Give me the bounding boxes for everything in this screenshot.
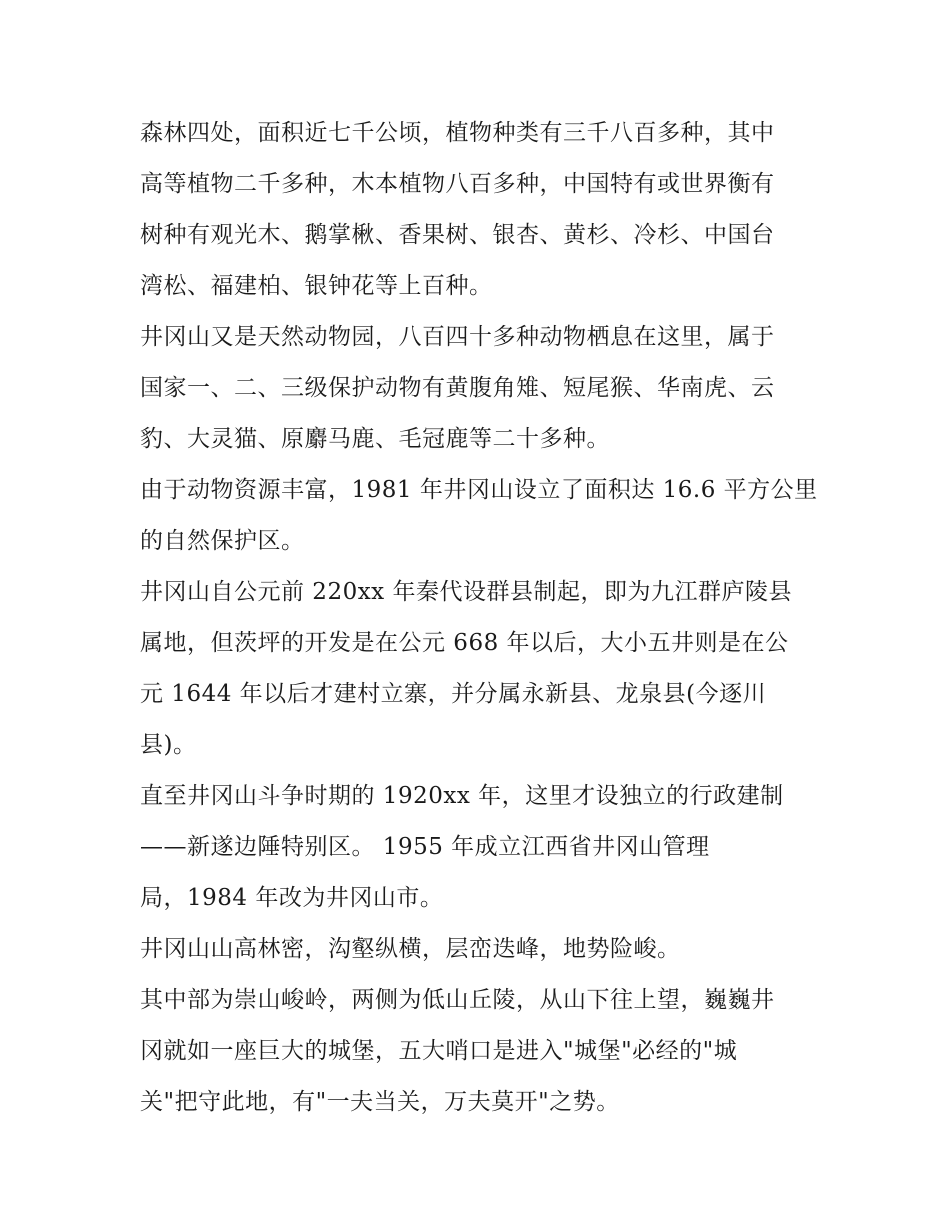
text-line: 井冈山又是天然动物园，八百四十多种动物栖息在这里，属于 xyxy=(140,324,775,350)
text-line: 元 1644 年以后才建村立寨，并分属永新县、龙泉县(今逐川 xyxy=(140,681,767,707)
text-line: 国家一、二、三级保护动物有黄腹角雉、短尾猴、华南虎、云 xyxy=(140,375,775,401)
text-line: 由于动物资源丰富，1981 年井冈山设立了面积达 16.6 平方公里 xyxy=(140,477,818,503)
text-line: 县)。 xyxy=(140,732,197,758)
text-line: 湾松、福建柏、银钟花等上百种。 xyxy=(140,273,493,299)
text-line: 井冈山自公元前 220xx 年秦代设群县制起，即为九江群庐陵县 xyxy=(140,579,792,605)
text-line: 冈就如一座巨大的城堡，五大哨口是进入"城堡"必经的"城 xyxy=(140,1038,738,1064)
text-line: 的自然保护区。 xyxy=(140,528,305,554)
text-line: 其中部为崇山峻岭，两侧为低山丘陵，从山下往上望，巍巍井 xyxy=(140,987,775,1013)
text-line: 井冈山山高林密，沟壑纵横，层峦迭峰，地势险峻。 xyxy=(140,936,681,962)
text-line: 属地，但茨坪的开发是在公元 668 年以后，大小五井则是在公 xyxy=(140,630,789,656)
text-line: 直至井冈山斗争时期的 1920xx 年，这里才设独立的行政建制 xyxy=(140,783,784,809)
text-line: 高等植物二千多种，木本植物八百多种，中国特有或世界衡有 xyxy=(140,171,775,197)
text-line: ——新遂边陲特别区。 1955 年成立江西省井冈山管理 xyxy=(140,834,710,860)
text-line: 树种有观光木、鹅掌楸、香果树、银杏、黄杉、冷杉、中国台 xyxy=(140,222,775,248)
text-line: 森林四处，面积近七千公顷，植物种类有三千八百多种，其中 xyxy=(140,120,775,146)
text-line: 豹、大灵猫、原麝马鹿、毛冠鹿等二十多种。 xyxy=(140,426,610,452)
text-line: 局，1984 年改为井冈山市。 xyxy=(140,885,444,911)
text-line: 关"把守此地，有"一夫当关，万夫莫开"之势。 xyxy=(140,1089,620,1115)
document-body xyxy=(140,108,820,1128)
